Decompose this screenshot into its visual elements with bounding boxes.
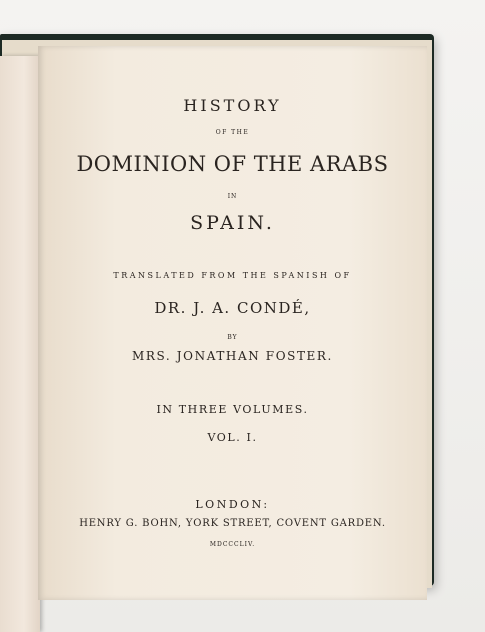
title-history: HISTORY	[183, 96, 282, 115]
volumes-note: IN THREE VOLUMES.	[156, 403, 309, 416]
title-in: IN	[227, 193, 238, 200]
by-label: BY	[227, 334, 238, 341]
title-spain: SPAIN.	[190, 212, 275, 234]
translator-name: MRS. JONATHAN FOSTER.	[132, 349, 333, 363]
translated-from: TRANSLATED FROM THE SPANISH OF	[113, 271, 352, 280]
left-page-edge	[0, 56, 40, 632]
imprint-year: MDCCCLIV.	[209, 541, 256, 548]
author-name: DR. J. A. CONDÉ,	[154, 299, 311, 317]
imprint-publisher: HENRY G. BOHN, YORK STREET, COVENT GARDEN.	[79, 518, 386, 529]
imprint-place: LONDON:	[195, 498, 270, 511]
title-dominion: DOMINION OF THE ARABS	[76, 152, 389, 176]
title-of-the: OF THE	[215, 129, 250, 136]
volume-number: VOL. I.	[207, 431, 258, 444]
